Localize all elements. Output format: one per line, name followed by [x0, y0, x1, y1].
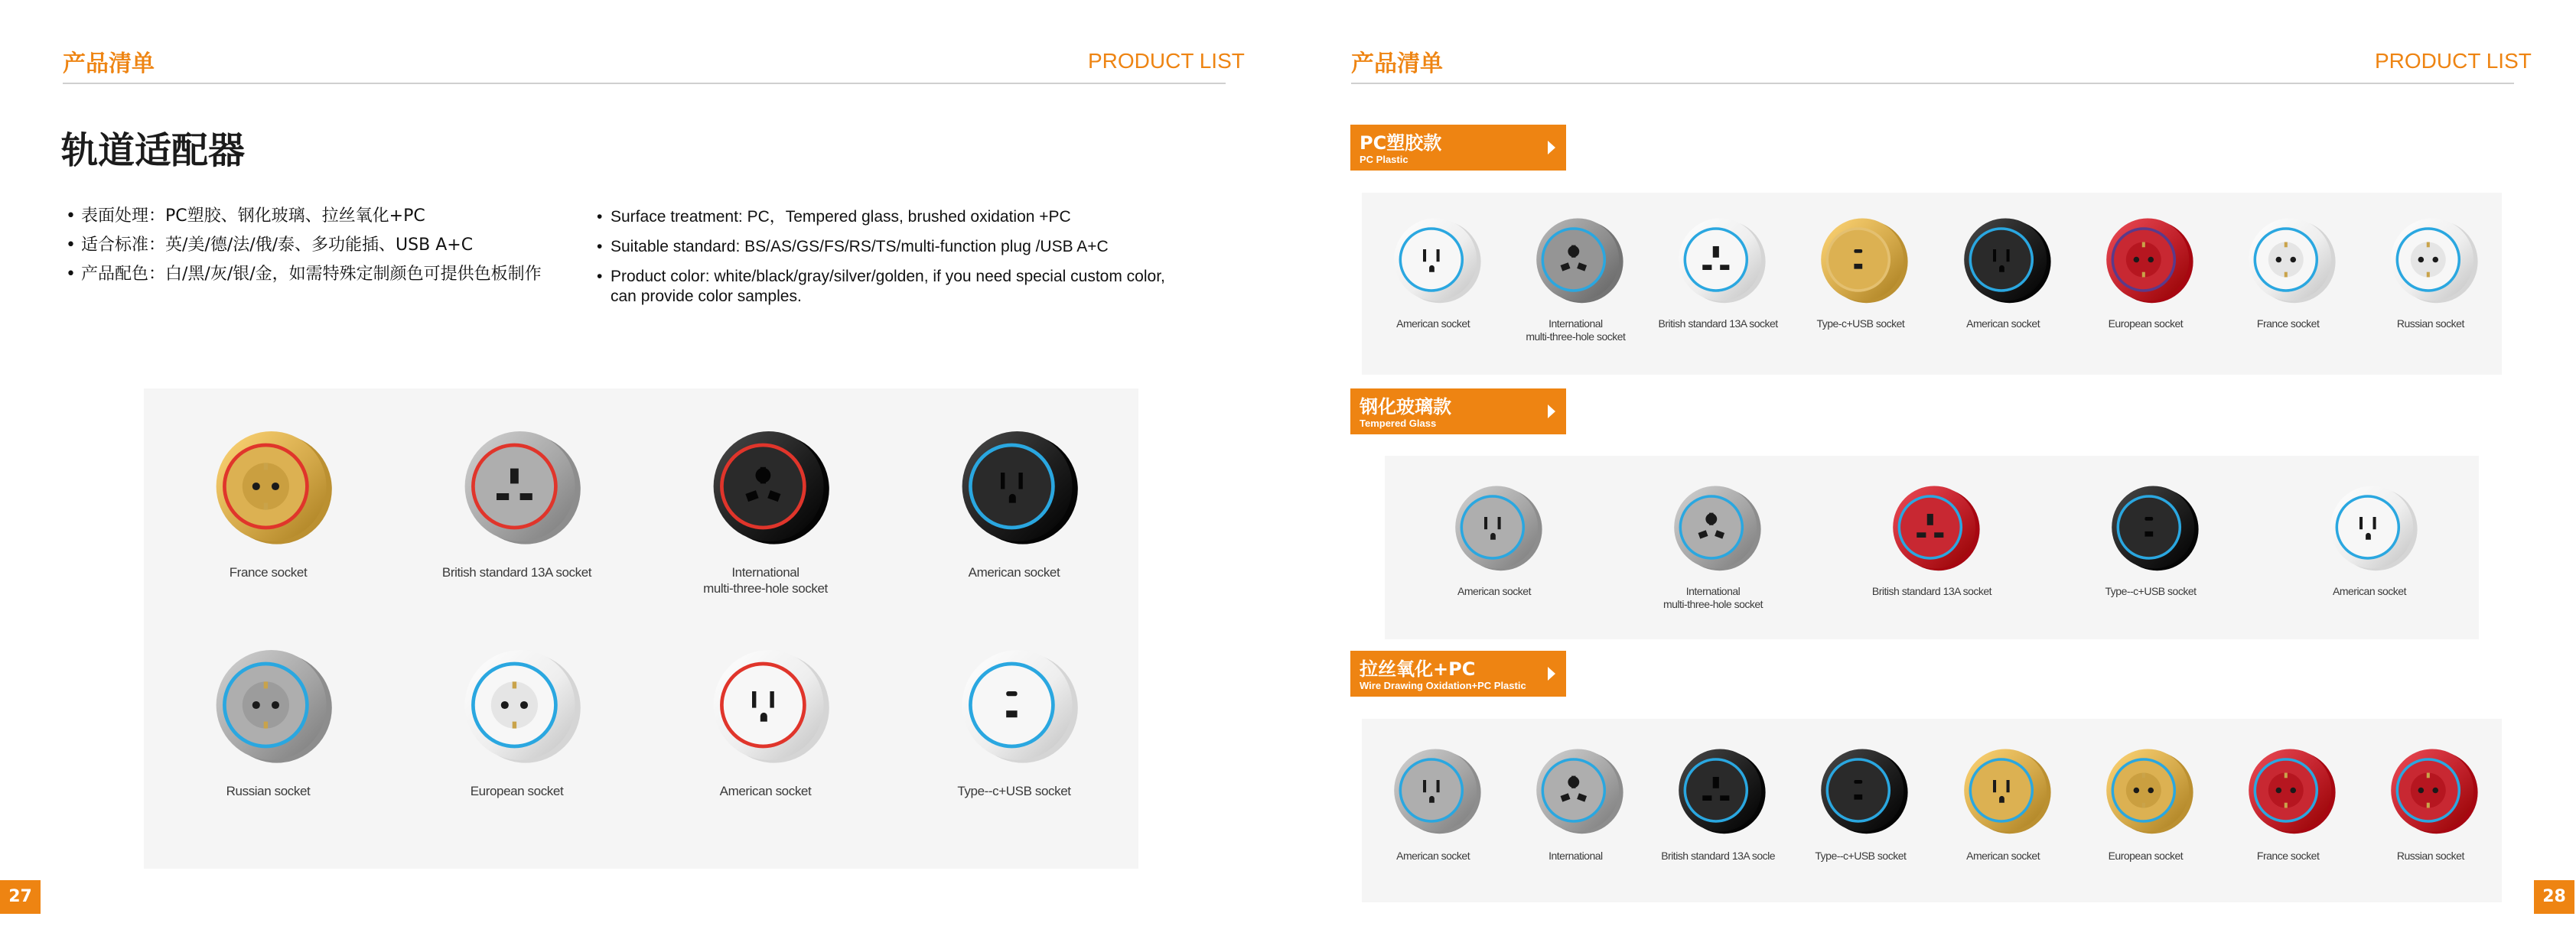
product-label: International multi-three-hole socket [703, 565, 828, 596]
product-label: Russian socket [226, 784, 311, 798]
product-item [890, 636, 1138, 799]
socket-image [2379, 739, 2482, 842]
socket-image [200, 636, 337, 774]
socket-image [946, 418, 1083, 555]
product-label: American socket [1396, 317, 1470, 330]
socket-image [1662, 476, 1765, 579]
socket-image [1809, 739, 1912, 842]
product-item [144, 418, 392, 580]
product-item [2359, 208, 2502, 330]
socket-image [2099, 476, 2203, 579]
product-item [1604, 476, 1822, 611]
product-label: American socket [968, 565, 1060, 580]
product-item [1385, 476, 1604, 598]
product-item [1504, 739, 1646, 863]
product-label: International multi-three-hole socket [1526, 317, 1626, 343]
spec-bullet: • 表面处理：PC塑胶、钢化玻璃、拉丝氧化+PC [66, 202, 586, 231]
page-number-left: 27 [0, 880, 41, 914]
product-item [2260, 476, 2479, 598]
product-label: Type--c+USB socket [957, 784, 1071, 798]
section-title-en: PC Plastic [1360, 154, 1408, 165]
socket-image [1809, 208, 1912, 311]
section-tag-wire-drawing [1350, 651, 1566, 697]
left-header-en: PRODUCT LIST [1088, 49, 1245, 73]
product-label: American socket [719, 784, 812, 798]
product-label: American socket [1966, 317, 2040, 330]
left-header-rule [63, 83, 1226, 84]
socket-image [1881, 476, 1984, 579]
socket-image [1524, 739, 1627, 842]
product-item [1647, 739, 1790, 863]
socket-image [1952, 208, 2055, 311]
product-label: European socket [2108, 317, 2184, 330]
socket-image [1382, 739, 1485, 842]
right-header-en: PRODUCT LIST [2375, 49, 2532, 73]
socket-image [946, 636, 1083, 774]
product-label: British standard 13A socket [441, 565, 592, 580]
product-label: European socket [2108, 850, 2184, 862]
page-number-right: 28 [2534, 880, 2574, 914]
right-header-cn: 产品清单 [1351, 50, 1443, 77]
socket-image [2094, 739, 2197, 842]
product-item [2359, 739, 2502, 863]
product-item [641, 418, 890, 596]
product-item [2217, 208, 2359, 330]
product-label: Type-c+USB socket [1816, 317, 1905, 330]
socket-image [1666, 208, 1770, 311]
right-header-rule [1351, 83, 2514, 84]
section-tag-tempered-glass [1350, 388, 1566, 434]
section-title-cn: PC塑胶款 [1360, 132, 1442, 154]
section-title-en: Wire Drawing Oxidation+PC Plastic [1360, 680, 1526, 691]
left-header-cn: 产品清单 [63, 50, 155, 77]
product-item [1932, 739, 2074, 863]
product-label: Type--c+USB socket [1815, 850, 1907, 862]
product-label: American socket [1396, 850, 1470, 862]
socket-image [1952, 739, 2055, 842]
product-label: European socket [470, 784, 564, 798]
socket-image [2318, 476, 2421, 579]
product-item [1362, 739, 1504, 863]
product-item [2074, 739, 2216, 863]
spec-bullet: • Product color: white/black/gray/silver/golden, if you need special custom color, can provide color samples. [597, 267, 1186, 307]
product-item [1790, 208, 1932, 330]
product-label: International [1549, 850, 1603, 862]
section-tag-pc-plastic [1350, 125, 1566, 171]
product-item [392, 418, 641, 580]
spec-bullet: • 适合标准：英/美/德/法/俄/泰、多功能插、USB A+C [66, 231, 586, 260]
product-grid-left [144, 388, 1138, 869]
product-label: American socket [1457, 585, 1531, 597]
play-arrow-icon [1548, 405, 1555, 418]
product-item [641, 636, 890, 799]
socket-image [2094, 208, 2197, 311]
page-title: 轨道适配器 [61, 129, 246, 172]
product-item [1790, 739, 1932, 863]
product-row-wire-drawing [1362, 719, 2502, 862]
product-item [1822, 476, 2041, 598]
product-row-pc-plastic [1362, 193, 2502, 375]
socket-image [2379, 208, 2482, 311]
product-label: British standard 13A socle [1661, 850, 1776, 862]
socket-image [1382, 208, 1485, 311]
socket-image [200, 418, 337, 555]
socket-image [2236, 208, 2340, 311]
socket-image [697, 636, 835, 774]
socket-image [1443, 476, 1546, 579]
section-title-en: Tempered Glass [1360, 418, 1437, 429]
product-row-tempered-glass [1385, 456, 2479, 639]
product-label: American socket [2333, 585, 2406, 597]
product-label: France socket [2256, 850, 2320, 862]
product-label: American socket [1966, 850, 2040, 862]
product-item [2074, 208, 2216, 330]
product-label: France socket [2256, 317, 2320, 330]
play-arrow-icon [1548, 667, 1555, 681]
product-label: International multi-three-hole socket [1663, 585, 1763, 610]
socket-image [448, 418, 586, 555]
socket-image [697, 418, 835, 555]
section-title-cn: 拉丝氧化+PC [1360, 658, 1476, 680]
product-item [890, 418, 1138, 580]
spec-bullet: • Suitable standard: BS/AS/GS/FS/RS/TS/multi-function plug /USB A+C [597, 237, 1186, 257]
socket-image [1666, 739, 1770, 842]
spec-bullets-en [597, 207, 1186, 317]
product-item [1932, 208, 2074, 330]
product-label: Type--c+USB socket [2105, 585, 2197, 597]
spec-bullet: • 产品配色：白/黑/灰/银/金，如需特殊定制颜色可提供色板制作 [66, 260, 586, 289]
section-title-cn: 钢化玻璃款 [1360, 396, 1451, 418]
play-arrow-icon [1548, 141, 1555, 154]
spec-bullet: • Surface treatment: PC，Tempered glass, brushed oxidation +PC [597, 207, 1186, 227]
socket-image [448, 636, 586, 774]
product-item [2217, 739, 2359, 863]
product-label: France socket [229, 565, 308, 580]
product-item [1504, 208, 1646, 343]
product-label: Russian socket [2396, 317, 2464, 330]
product-item [1647, 208, 1790, 330]
product-label: Russian socket [2396, 850, 2464, 862]
product-item [2041, 476, 2260, 598]
socket-image [1524, 208, 1627, 311]
socket-image [2236, 739, 2340, 842]
product-item [1362, 208, 1504, 330]
product-label: British standard 13A socket [1658, 317, 1778, 330]
spec-bullets-cn [66, 202, 586, 289]
product-label: British standard 13A socket [1871, 585, 1992, 597]
product-item [144, 636, 392, 799]
product-item [392, 636, 641, 799]
